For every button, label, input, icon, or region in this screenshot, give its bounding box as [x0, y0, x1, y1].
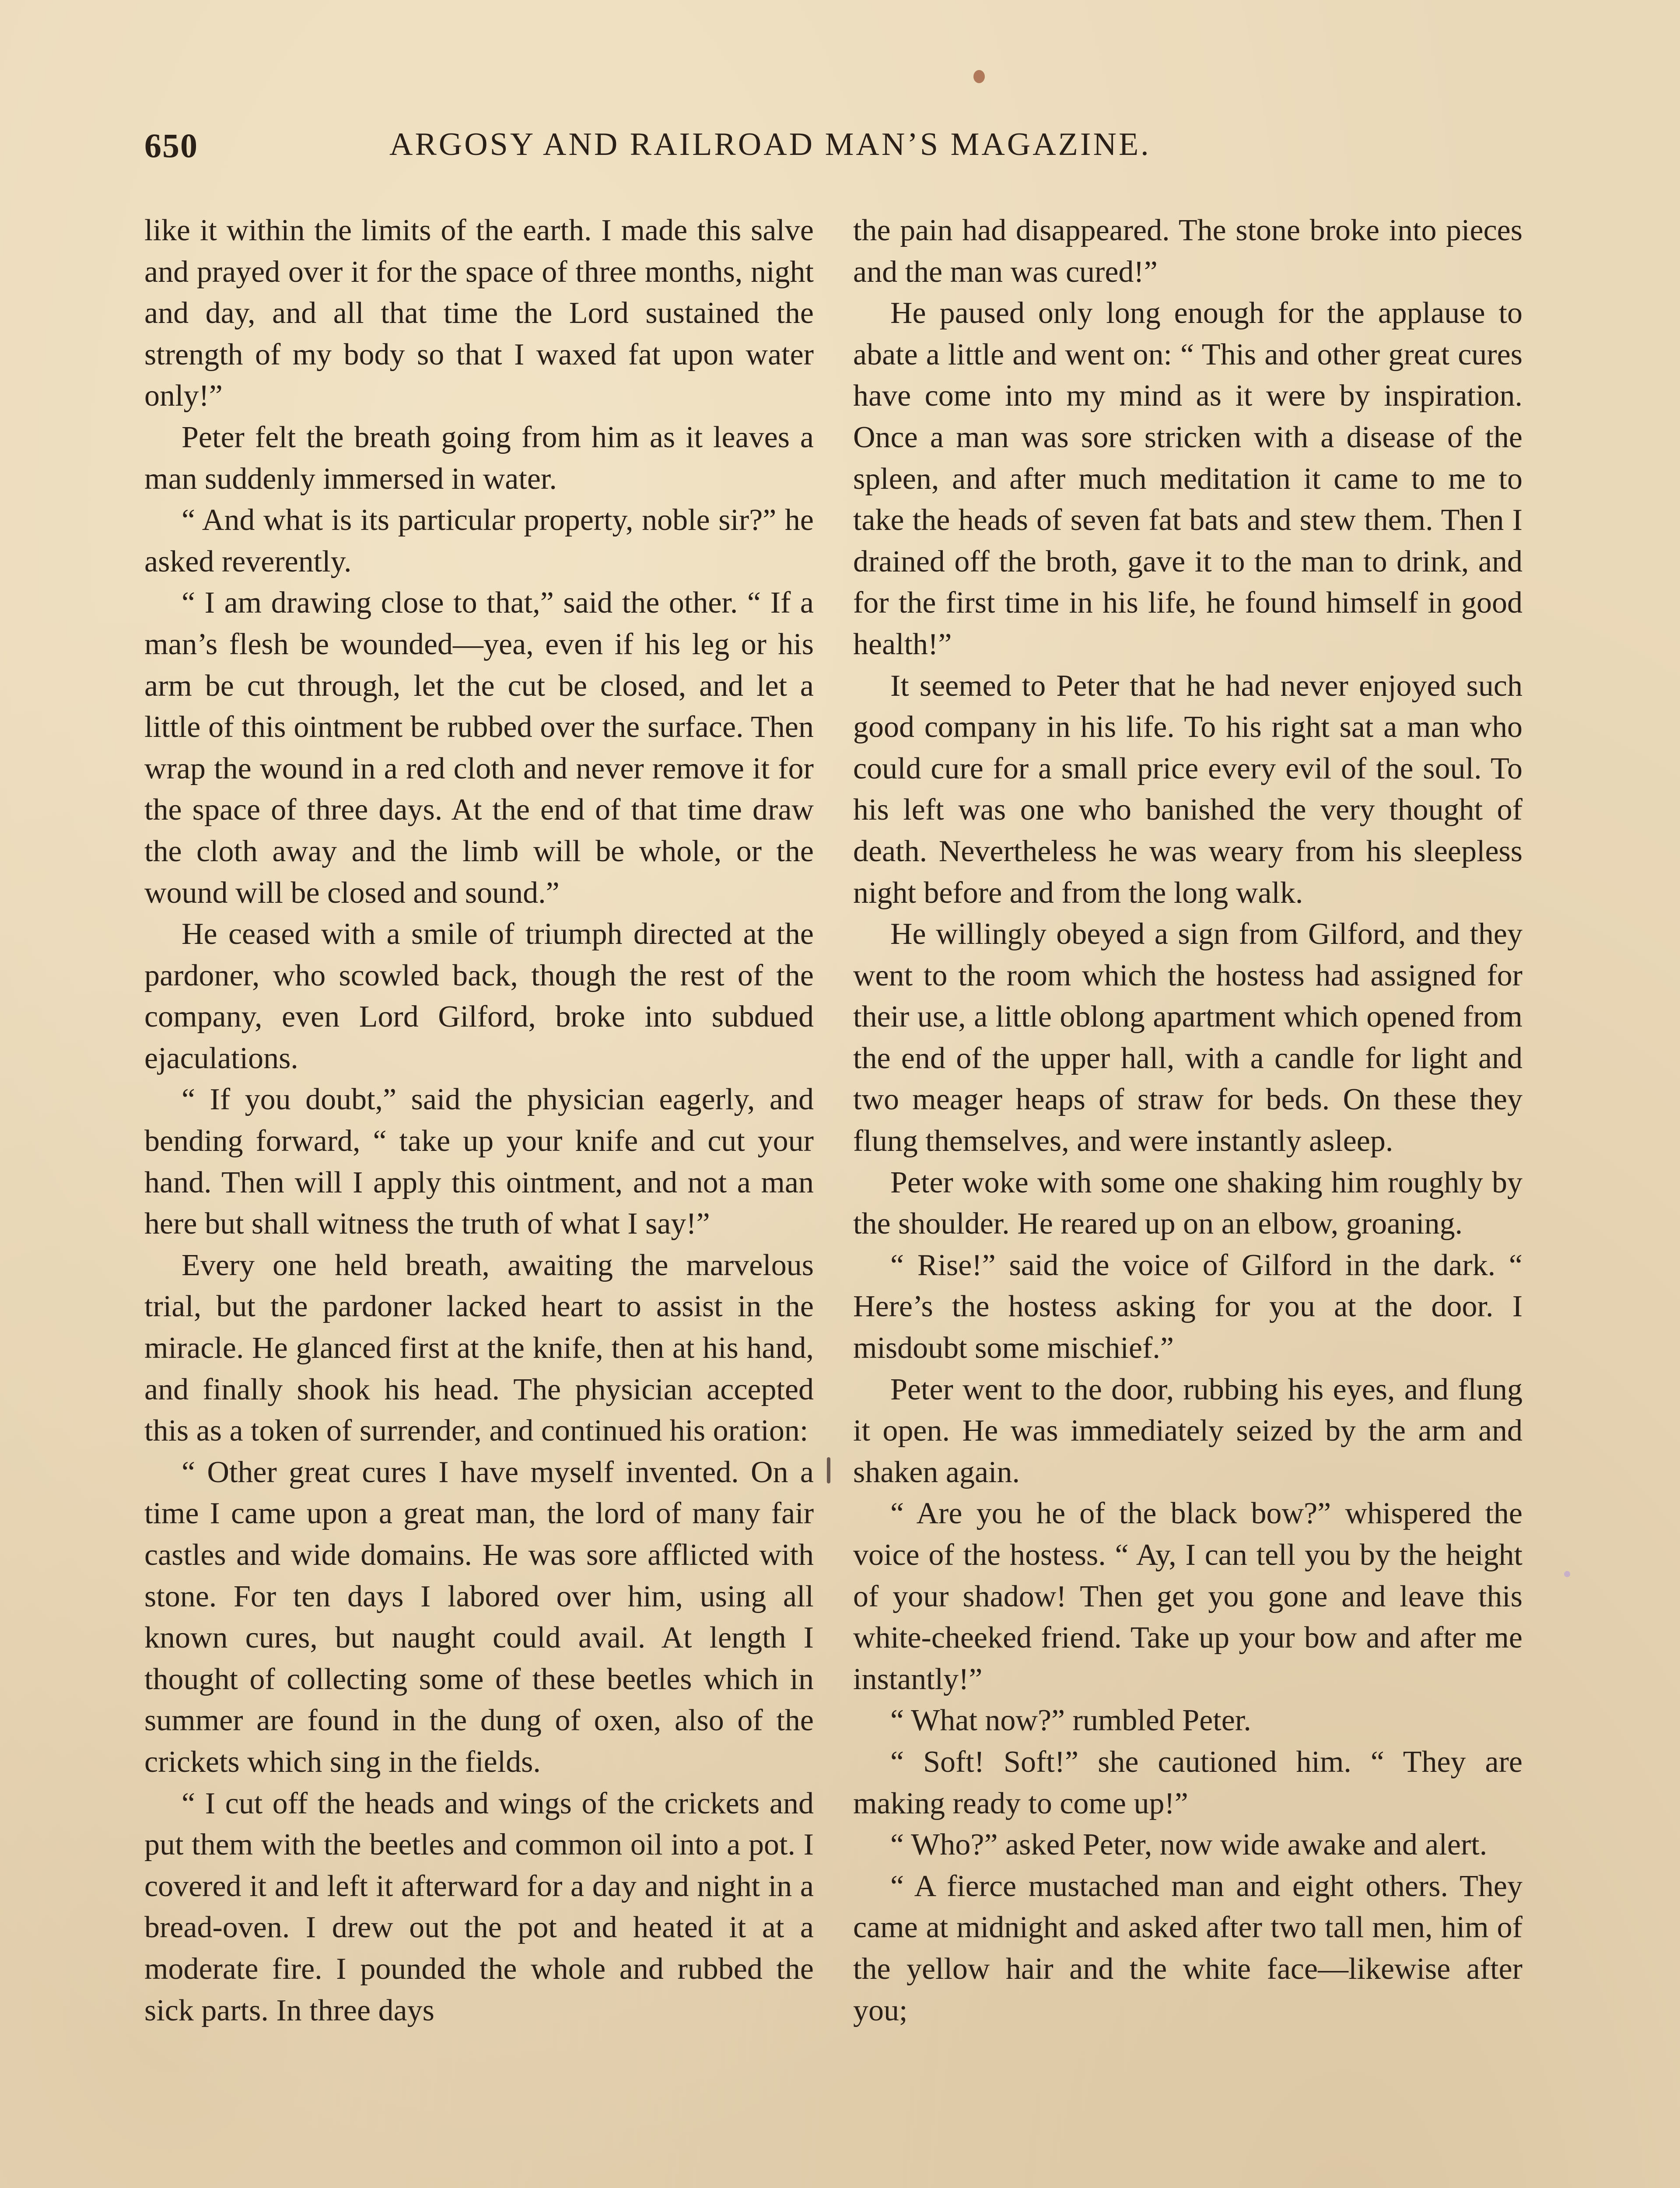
- paragraph: “ If you doubt,” said the physician eagerly, and bending forward, “ take up your knife and cut your hand. Then will I apply this ointment, and not a man here but shall witness the truth of what I say!”: [144, 1083, 814, 1241]
- paper-speck: [1564, 1571, 1570, 1577]
- paragraph: “ I cut off the heads and wings of the crickets and put them with the beetles and common oil into a pot. I covered it and left it afterward for a day and night in a bread-oven. I drew out the pot and heated it at a moderate fire. I pounded the whole and rubbed the sick parts. In three days: [144, 1786, 814, 2027]
- paragraph: Peter woke with some one shaking him roughly by the shoulder. He reared up on an elbow, groaning.: [853, 1165, 1522, 1241]
- paragraph: like it within the limits of the earth. I made this salve and prayed over it for the space of three months, night and day, and all that time the Lord sustained the strength of my body so that I waxed fat upon water only!”: [144, 214, 814, 413]
- page-number: 650: [144, 126, 198, 165]
- paragraph: Every one held breath, awaiting the marvelous trial, but the pardoner lacked heart to assist in the miracle. He glanced first at the knife, then at his hand, and finally shook his head. The physician accepted this as a token of surrender, and continued his oration:: [144, 1248, 814, 1448]
- paper-speck: [827, 1457, 830, 1483]
- running-title: ARGOSY AND RAILROAD MAN’S MAGAZINE.: [389, 126, 1151, 162]
- paragraph: “ A fierce mustached man and eight others. They came at midnight and asked after two tall men, him of the yellow hair and the white face—likewise after you;: [853, 1869, 1522, 2027]
- paragraph: “ Other great cures I have myself invented. On a time I came upon a great man, the lord of many fair castles and wide domains. He was sore afflicted with stone. For ten days I labored over him, using all known cures, but naught could avail. At length I thought of collecting some of these beetles which in summer are found in the dung of oxen, also of the crickets which sing in the fields.: [144, 1455, 814, 1779]
- paragraph: “ Soft! Soft!” she cautioned him. “ They are making ready to come up!”: [853, 1745, 1522, 1820]
- paper-speck: [973, 70, 985, 83]
- paragraph: He ceased with a smile of triumph directed at the pardoner, who scowled back, though the rest of the company, even Lord Gilford, broke into subdued ejaculations.: [144, 917, 814, 1075]
- paragraph: “ Who?” asked Peter, now wide awake and alert.: [890, 1828, 1488, 1862]
- paragraph: the pain had disappeared. The stone broke into pieces and the man was cured!”: [853, 214, 1522, 289]
- right-text-column: [853, 210, 1522, 2031]
- paragraph: “ Rise!” said the voice of Gilford in the dark. “ Here’s the hostess asking for you at the door. I misdoubt some mischief.”: [853, 1248, 1522, 1365]
- paragraph: “ Are you he of the black bow?” whispered the voice of the hostess. “ Ay, I can tell you by the height of your shadow! Then get you gone and leave this white-cheeked friend. Take up your bow and after me instantly!”: [853, 1497, 1522, 1696]
- paragraph: He paused only long enough for the applause to abate a little and went on: “ This and other great cures have come into my mind as it were by inspiration. Once a man was sore stricken with a disease of the spleen, and after much meditation it came to me to take the heads of seven fat bats and stew them. Then I drained off the broth, gave it to the man to drink, and for the first time in his life, he found himself in good health!”: [853, 296, 1522, 661]
- left-text-column: [144, 210, 814, 2031]
- paragraph: It seemed to Peter that he had never enjoyed such good company in his life. To his right sat a man who could cure for a small price every evil of the soul. To his left was one who banished the very thought of death. Nevertheless he was weary from his sleepless night before and from the long walk.: [853, 669, 1522, 910]
- paragraph: “ I am drawing close to that,” said the other. “ If a man’s flesh be wounded—yea, even if his leg or his arm be cut through, let the cut be closed, and let a little of this ointment be rubbed over the surface. Then wrap the wound in a red cloth and never remove it for the space of three days. At the end of that time draw the cloth away and the limb will be whole, or the wound will be closed and sound.”: [144, 586, 814, 910]
- paragraph: “ And what is its particular property, noble sir?” he asked reverently.: [144, 503, 814, 579]
- paragraph: “ What now?” rumbled Peter.: [890, 1704, 1251, 1738]
- paragraph: Peter went to the door, rubbing his eyes, and flung it open. He was immediately seized by the arm and shaken again.: [853, 1372, 1522, 1489]
- page-header: [144, 126, 1536, 174]
- paragraph: Peter felt the breath going from him as it leaves a man suddenly immersed in water.: [144, 420, 814, 496]
- paragraph: He willingly obeyed a sign from Gilford, and they went to the room which the hostess had assigned for their use, a little oblong apartment which opened from the end of the upper hall, with a candle for light and two meager heaps of straw for beds. On these they flung themselves, and were instantly asleep.: [853, 917, 1522, 1158]
